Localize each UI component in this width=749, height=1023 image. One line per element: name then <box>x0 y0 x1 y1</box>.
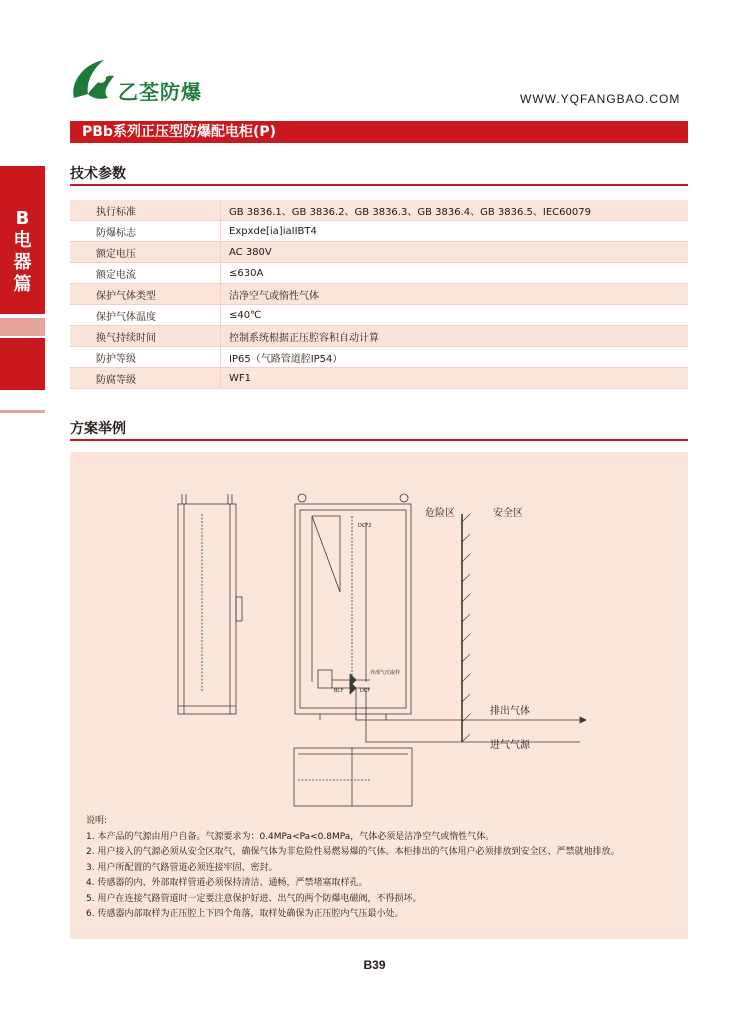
spec-key: 防爆标志 <box>70 221 221 242</box>
note-item: 1. 本产品的气源由用户自备。气源要求为：0.4MPa<Pa<0.8MPa，气体必须是洁净空气或惰性气体。 <box>86 831 495 842</box>
note-item: 4. 传感器的内、外部取样管道必须保持清洁、通畅，严禁堵塞取样孔。 <box>86 878 368 888</box>
spec-key: 防腐等级 <box>70 368 221 389</box>
spec-key: 防护等级 <box>70 347 221 368</box>
spec-key: 额定电流 <box>70 263 221 284</box>
tab-decoration <box>0 338 45 390</box>
danger-zone-label: 危险区 <box>425 508 455 519</box>
table-row <box>70 305 688 326</box>
spec-key: 额定电压 <box>70 242 221 263</box>
table-row <box>70 221 688 242</box>
example-heading: 方案举例 <box>70 421 126 437</box>
table-row <box>70 200 688 221</box>
spec-key: 保护气体类型 <box>70 284 221 305</box>
spec-value: IP65（气路管道腔IP54） <box>221 347 689 368</box>
website-url[interactable]: WWW.YQFANGBAO.COM <box>520 92 681 106</box>
page-title: PBb系列正压型防爆配电柜(P) <box>82 124 277 140</box>
cabinet-top-view <box>294 748 412 806</box>
notes-title: 说明: <box>86 816 108 826</box>
dcf-label: DCF <box>360 688 371 694</box>
exhaust-label: 排出气体 <box>490 706 530 717</box>
note-item: 3. 用户所配置的气路管道必须连接牢固、密封。 <box>86 862 278 873</box>
specs-heading: 技术参数 <box>70 166 126 182</box>
tab-decoration <box>0 318 45 336</box>
intake-label: 进气气源 <box>490 740 530 751</box>
tab-decoration <box>0 410 45 413</box>
note-item: 5. 用户在连接气路管道时一定要注意保护好进、出气的两个防爆电磁阀，不得损坏。 <box>86 893 422 904</box>
spec-value: 控制系统根据正压腔容积自动计算 <box>221 326 689 347</box>
bcf-label: BCF <box>334 688 344 694</box>
spec-key: 执行标准 <box>70 200 221 221</box>
spec-value: ≤40℃ <box>221 305 689 326</box>
note-item: 6. 传感器内部取样为正压腔上下四个角落，取样处确保为正压腔内气压最小处。 <box>86 909 404 919</box>
spec-value: AC 380V <box>221 242 689 263</box>
section-tab-char: 器 <box>13 252 32 273</box>
page-number: B39 <box>363 958 386 972</box>
note-item: 2. 用户接入的气源必须从安全区取气，确保气体为非危险性易燃易爆的气体。本柜排出的气体用户必须排放到安全区、严禁就地排放。 <box>86 847 620 857</box>
wall-hatching <box>462 514 470 742</box>
table-row <box>70 326 688 347</box>
table-row <box>70 347 688 368</box>
spec-value: WF1 <box>221 368 689 389</box>
section-tab-char: 电 <box>13 230 32 251</box>
spec-value: 洁净空气或惰性气体 <box>221 284 689 305</box>
spec-key: 保护气体温度 <box>70 305 221 326</box>
table-row <box>70 242 688 263</box>
ext-valve-label: 外部气压取样 <box>370 670 401 676</box>
table-row <box>70 368 688 389</box>
dcf2-label: DCF2 <box>358 523 372 529</box>
specs-rule <box>70 184 688 186</box>
example-rule <box>70 439 688 441</box>
spec-value: ≤630A <box>221 263 689 284</box>
section-tab-char: 篇 <box>13 274 32 295</box>
notes <box>86 814 619 923</box>
table-row <box>70 284 688 305</box>
spec-value: GB 3836.1、GB 3836.2、GB 3836.3、GB 3836.4、GB 3836.5、IEC60079 <box>221 200 689 221</box>
spec-table <box>70 200 688 389</box>
safe-zone-label: 安全区 <box>493 508 523 519</box>
cabinet-side-view <box>178 504 236 714</box>
section-tab-char: B <box>15 208 30 229</box>
cabinet-diagram <box>70 452 688 812</box>
section-tab-label <box>0 208 45 296</box>
table-row <box>70 263 688 284</box>
spec-value: Expxde[ia]iaIIBT4 <box>221 221 689 242</box>
brand-name: 乙荃防爆 <box>118 80 202 104</box>
spec-key: 换气持续时间 <box>70 326 221 347</box>
